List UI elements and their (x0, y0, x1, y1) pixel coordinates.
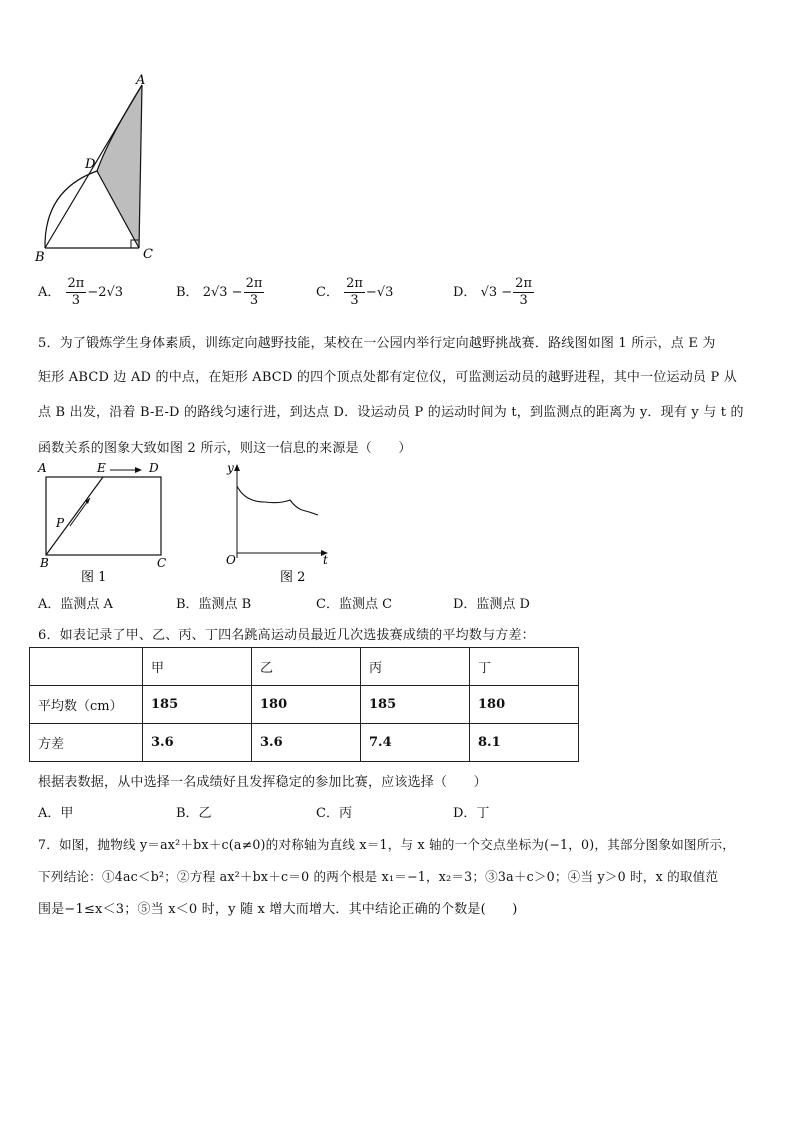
q5-option-c[interactable]: C．监测点 C (316, 597, 393, 612)
q4-option-a-letter: A． (38, 285, 61, 300)
table-row (30, 686, 579, 724)
q4-option-c-fraction: $\frac{2\pi}{3}$ (346, 276, 363, 308)
q5-fig2-curve (237, 486, 318, 515)
q4-option-c[interactable] (316, 276, 393, 309)
q5-fig1-label-a: A (38, 461, 47, 475)
q4-figure (30, 72, 170, 272)
q5-option-b[interactable]: B．监测点 B (176, 597, 252, 612)
q5-fig2-caption: 图 2 (280, 570, 306, 585)
q4-option-d-letter: D． (453, 285, 477, 300)
q5-fig1-segment-be (46, 477, 103, 555)
q4-label-d: D (85, 157, 96, 172)
q5-fig1-label-e: E (97, 461, 106, 475)
q6-table (29, 647, 579, 762)
table-cell: 3.6 (143, 724, 252, 762)
q6-option-a[interactable]: A．甲 (38, 806, 74, 821)
q4-label-a: A (136, 73, 146, 88)
q4-label-b: B (35, 250, 45, 265)
table-cell: 8.1 (470, 724, 579, 762)
q5-option-d[interactable]: D．监测点 D (453, 597, 530, 612)
q7-stem-line-3: 围是−1≤x＜3；⑤当 x＜0 时，y 随 x 增大而增大．其中结论正确的个数是( ) (38, 902, 518, 917)
q6-option-b[interactable]: B．乙 (176, 806, 212, 821)
q5-fig1-label-c: C (157, 556, 167, 570)
q6-option-d[interactable]: D．丁 (453, 806, 490, 821)
q5-fig1-label-p: P (56, 516, 65, 530)
q5-fig1-label-b: B (40, 556, 49, 570)
table-header-row (30, 648, 579, 686)
q5-fig2-y-arrow (234, 464, 240, 471)
q4-option-d-pre: √3 − (480, 285, 513, 300)
q5-fig1-label-d: D (149, 461, 159, 475)
q4-option-a[interactable] (38, 276, 123, 309)
q5-fig1-caption: 图 1 (81, 570, 107, 585)
q7-stem-line-2: 下列结论：①4ac＜b²；②方程 ax²＋bx＋c＝0 的两个根是 x₁＝−1，x₂＝3；③3a＋c＞0；④当 y＞0 时，x 的取值范 (38, 869, 719, 884)
q4-arc-bd (45, 171, 97, 248)
q4-option-d[interactable] (453, 276, 535, 309)
table-cell: 180 (470, 686, 579, 724)
q6-stem: 6．如表记录了甲、乙、丙、丁四名跳高运动员最近几次选拔赛成绩的平均数与方差： (38, 628, 535, 643)
q7-stem-line-1: 7．如图，抛物线 y＝ax²＋bx＋c(a≠0)的对称轴为直线 x＝1，与 x 轴的一个交点坐标为(−1，0)，其部分图象如图所示， (38, 837, 736, 852)
table-cell: 方差 (30, 724, 143, 762)
q5-stem-line-2: 矩形 ABCD 边 AD 的中点，在矩形 ABCD 的四个顶点处都有定位仪，可监测运动员的越野进程，其中一位运动员 P 从 (38, 370, 737, 385)
q5-option-a[interactable]: A．监测点 A (38, 597, 113, 612)
q4-label-c: C (143, 247, 153, 262)
q5-fig1-arrow-ed-head (135, 467, 142, 473)
q4-shaded-region (97, 85, 142, 248)
q4-option-d-fraction: $\frac{2\pi}{3}$ (515, 276, 532, 308)
q4-option-b[interactable] (176, 276, 265, 309)
q4-option-b-fraction: $\frac{2\pi}{3}$ (245, 276, 263, 308)
table-header-cell: 丙 (361, 648, 470, 686)
q4-option-c-rest: −√3 (365, 285, 394, 300)
table-cell: 平均数（cm） (30, 686, 143, 724)
table-header-cell: 丁 (470, 648, 579, 686)
q5-stem-line-3: 点 B 出发，沿着 B-E-D 的路线匀速行进，到达点 D．设运动员 P 的运动时间为 t，到监测点的距离为 y．现有 y 与 t 的 (38, 405, 744, 420)
table-row (30, 724, 579, 762)
q5-figure-1 (34, 460, 184, 588)
q4-option-c-letter: C． (316, 285, 339, 300)
q4-option-a-fraction: $\frac{2\pi}{3}$ (67, 276, 85, 308)
q4-option-b-letter: B． (176, 285, 199, 300)
table-cell (30, 648, 143, 686)
q6-option-c[interactable]: C．丙 (316, 806, 352, 821)
table-cell: 185 (143, 686, 252, 724)
table-cell: 185 (361, 686, 470, 724)
table-header-cell: 乙 (252, 648, 361, 686)
q5-figure-2 (220, 460, 340, 588)
q5-fig2-label-t: t (323, 553, 328, 567)
q4-option-a-rest: −2√3 (87, 285, 124, 300)
q5-fig2-label-o: O (226, 553, 236, 567)
q5-stem-line-1: 5．为了锻炼学生身体素质，训练定向越野技能，某校在一公园内举行定向越野挑战赛．路线图如图 1 所示，点 E 为 (38, 336, 716, 351)
table-cell: 7.4 (361, 724, 470, 762)
table-cell: 180 (252, 686, 361, 724)
q5-fig2-label-y: y (227, 461, 234, 475)
q5-stem-line-4: 函数关系的图象大致如图 2 所示，则这一信息的来源是（ ） (38, 441, 412, 456)
q6-after-text: 根据表数据，从中选择一名成绩好且发挥稳定的参加比赛，应该选择（ ） (38, 775, 487, 790)
table-header-cell: 甲 (143, 648, 252, 686)
q4-option-b-pre: 2√3 − (202, 285, 243, 300)
table-cell: 3.6 (252, 724, 361, 762)
